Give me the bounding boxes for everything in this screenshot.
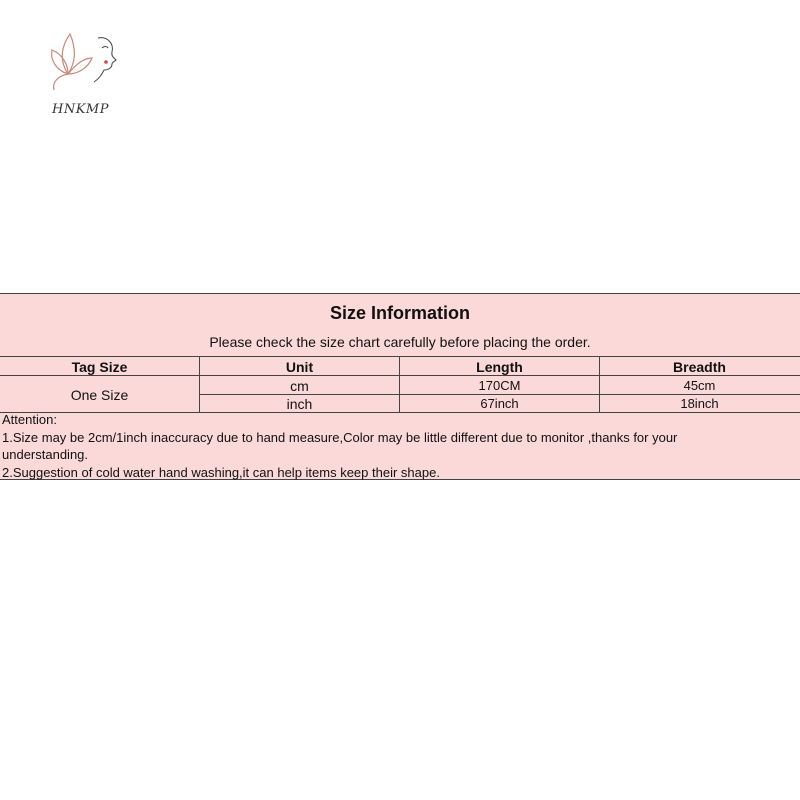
header-tag-size: Tag Size (71, 359, 128, 375)
row-cm-breadth: 45cm (683, 378, 716, 393)
row-inch-breadth: 18inch (680, 396, 719, 411)
flower-face-icon (46, 24, 126, 104)
grid-line (0, 412, 800, 413)
header-length: Length (476, 359, 523, 375)
row-cm-unit: cm (290, 378, 309, 394)
grid-line (0, 375, 800, 376)
notes-heading: Attention: (2, 412, 57, 427)
grid-line (0, 356, 800, 357)
note-line-1-cont: understanding. (2, 447, 89, 462)
note-line-1: 1.Size may be 2cm/1inch inaccuracy due to hand measure,Color may be little different due to monitor ,thanks for your (2, 430, 678, 445)
note-line-2: 2.Suggestion of cold water hand washing,it can help items keep their shape. (2, 465, 440, 480)
header-unit: Unit (285, 359, 314, 375)
brand-logo (46, 24, 126, 124)
header-breadth: Breadth (673, 359, 726, 375)
brand-logo-text: HNKMP (52, 102, 109, 117)
tag-size-value: One Size (70, 387, 129, 403)
row-inch-length: 67inch (480, 396, 519, 411)
row-cm-length: 170CM (478, 378, 521, 393)
grid-line (199, 394, 800, 395)
size-chart (0, 293, 800, 480)
size-chart-subtitle: Please check the size chart carefully before placing the order. (209, 334, 591, 350)
row-inch-unit: inch (286, 396, 313, 412)
size-chart-title: Size Information (329, 303, 470, 323)
